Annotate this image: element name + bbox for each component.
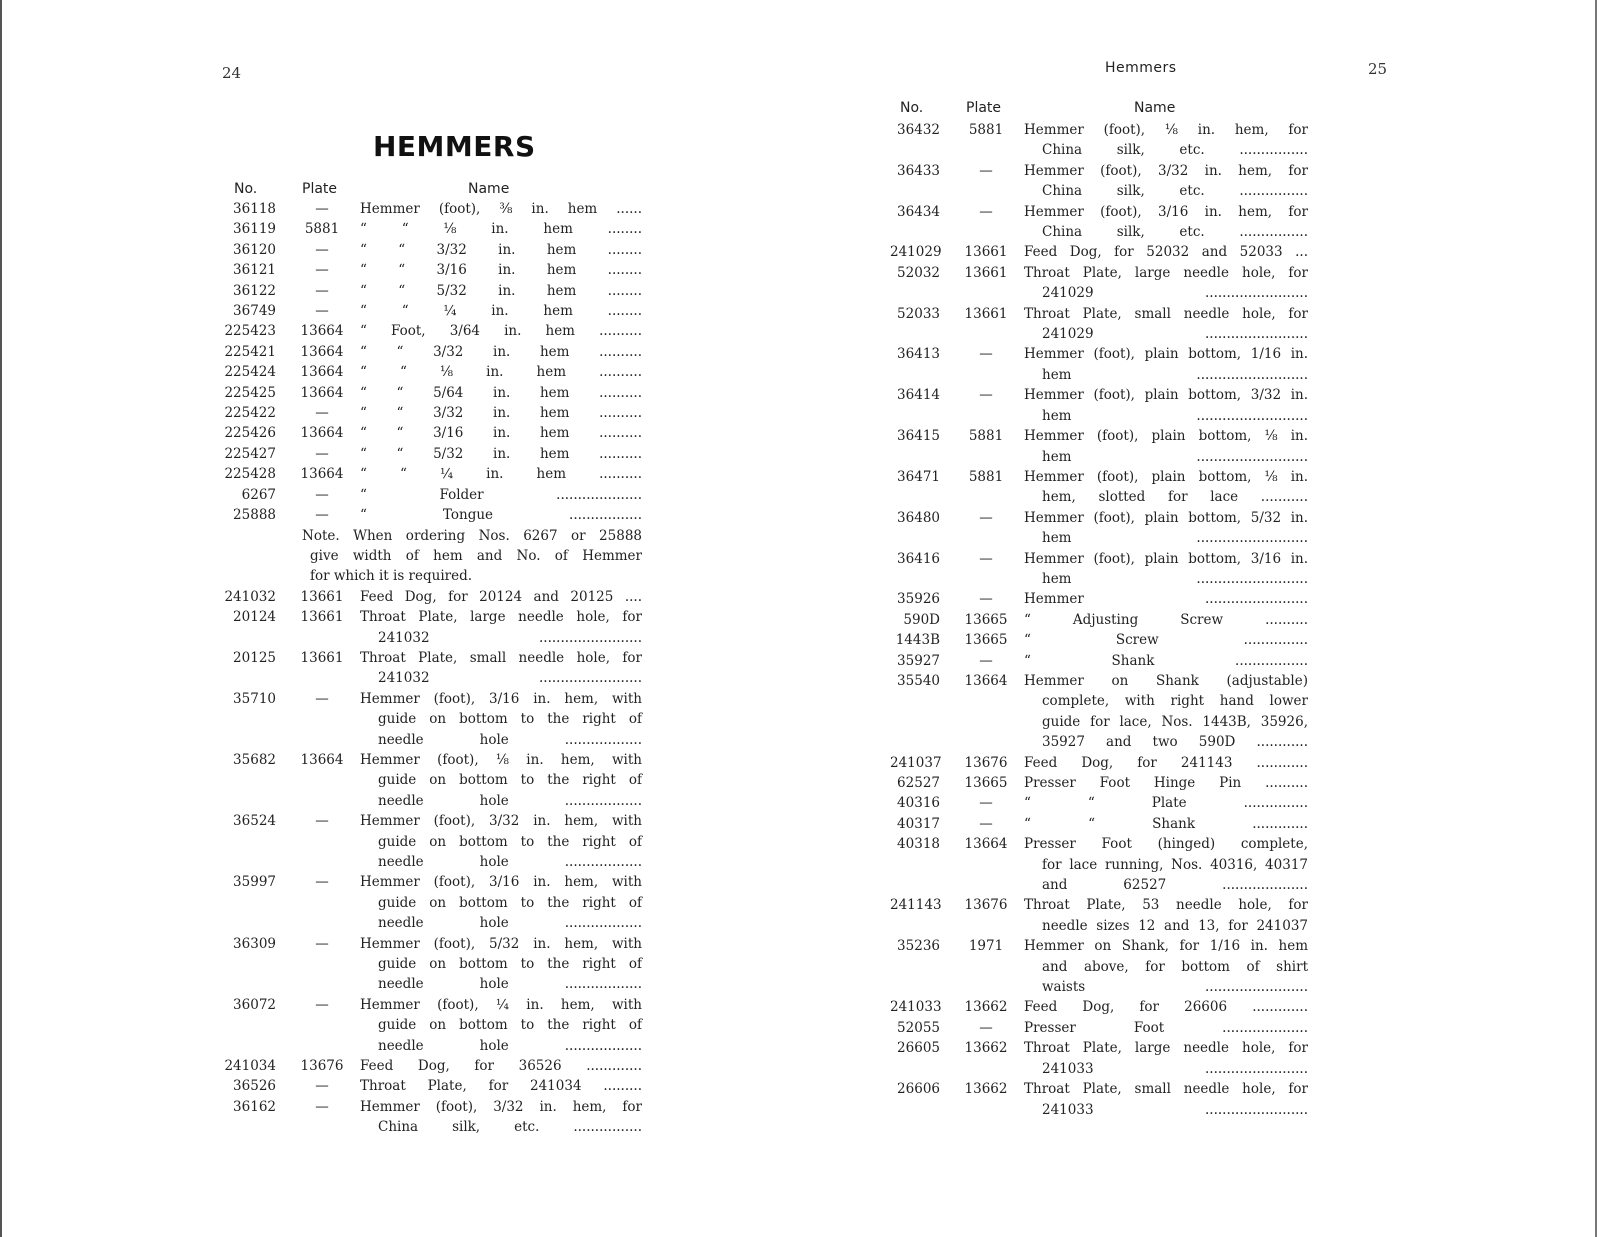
- table-row: [890, 1079, 1390, 1120]
- part-name: Throat Plate, small needle hole, for: [1024, 1081, 1308, 1098]
- plate-number: —: [979, 1019, 993, 1036]
- part-name: “ “ 3/16 in. hem ........: [360, 262, 642, 279]
- part-name: Hemmer (foot), ⅛ in. hem, for: [1024, 122, 1308, 138]
- part-name-continued: and above, for bottom of shirt: [1042, 958, 1308, 975]
- part-name: Hemmer (foot), plain bottom, 5/32 in.: [1024, 509, 1308, 526]
- part-name-continued: for lace running, Nos. 40316, 40317: [1042, 856, 1308, 873]
- part-number: 40318: [897, 836, 940, 853]
- part-number: 35710: [233, 690, 276, 707]
- table-row: [210, 689, 670, 750]
- part-name-continued: hem, slotted for lace ...........: [1042, 489, 1308, 506]
- part-number: 241032: [224, 588, 276, 605]
- plate-number: —: [979, 591, 993, 608]
- part-number: 241143: [890, 897, 942, 914]
- part-name-continued: China silk, etc. ................: [1042, 142, 1308, 159]
- parts-list-left: [210, 199, 670, 1138]
- table-row: [210, 260, 670, 280]
- part-name: “ Adjusting Screw ..........: [1024, 611, 1308, 628]
- plate-number: 13661: [300, 588, 344, 605]
- part-number: 36433: [897, 162, 940, 179]
- table-row: [890, 753, 1390, 773]
- part-number: 36524: [233, 813, 276, 830]
- table-row: [210, 872, 670, 933]
- table-row: [890, 304, 1390, 345]
- plate-number: 13664: [300, 384, 344, 401]
- part-name: Hemmer (foot), 3/16 in. hem, with: [360, 874, 642, 891]
- part-number: 36471: [897, 468, 940, 485]
- part-name-continued: guide on bottom to the right of: [378, 772, 642, 789]
- part-name: “ Shank .................: [1024, 652, 1308, 669]
- table-row: [210, 240, 670, 260]
- part-name-continued: 241033 ........................: [1042, 1101, 1308, 1118]
- table-row: [890, 630, 1390, 650]
- part-name: Throat Plate, 53 needle hole, for: [1024, 897, 1308, 914]
- part-number: 35926: [897, 591, 940, 608]
- part-name-continued: China silk, etc. ................: [1042, 183, 1308, 200]
- plate-number: —: [315, 935, 329, 952]
- part-name: Feed Dog, for 241143 ............: [1024, 754, 1308, 771]
- table-row: [890, 1018, 1390, 1038]
- part-name: Hemmer ........................: [1024, 591, 1308, 608]
- part-name: “ “ ⅛ in. hem ........: [360, 221, 642, 238]
- part-name-continued: hem ..........................: [1042, 407, 1308, 424]
- table-row: [890, 508, 1390, 549]
- plate-number: 13661: [964, 264, 1008, 281]
- plate-number: —: [315, 996, 329, 1013]
- plate-number: —: [315, 1098, 329, 1115]
- table-row: [210, 199, 670, 219]
- table-row: [890, 895, 1390, 936]
- plate-number: 13662: [964, 1081, 1008, 1098]
- header-plate: Plate: [966, 100, 1002, 116]
- part-number: 36434: [897, 203, 940, 220]
- plate-number: —: [315, 813, 329, 830]
- plate-number: 13664: [300, 364, 344, 381]
- part-number: 52032: [897, 264, 940, 281]
- part-name: “ “ 5/32 in. hem ..........: [360, 445, 642, 462]
- table-row: [890, 1038, 1390, 1079]
- plate-number: 1971: [968, 938, 1004, 955]
- table-row: [890, 120, 1390, 161]
- part-name-continued: and 62527 ....................: [1042, 877, 1308, 894]
- table-row: [210, 750, 670, 811]
- part-number: 36413: [897, 346, 940, 363]
- plate-number: 13661: [300, 609, 344, 626]
- part-name: Throat Plate, small needle hole, for: [1024, 305, 1308, 322]
- header-name: Name: [1134, 100, 1176, 116]
- plate-number: —: [979, 550, 993, 567]
- part-number: 241037: [890, 754, 942, 771]
- scan-edge-right: [1595, 0, 1597, 1237]
- part-name: “ Screw ...............: [1024, 632, 1308, 649]
- table-row: [210, 444, 670, 464]
- plate-number: —: [979, 346, 993, 363]
- table-row: [890, 263, 1390, 304]
- plate-number: 13665: [964, 632, 1008, 649]
- part-name: Hemmer on Shank (adjustable): [1024, 672, 1308, 689]
- part-number: 52055: [897, 1019, 940, 1036]
- header-name: Name: [468, 181, 510, 197]
- part-name: Throat Plate, large needle hole, for: [360, 609, 642, 626]
- plate-number: 13676: [964, 897, 1008, 914]
- part-name: Feed Dog, for 26606 .............: [1024, 999, 1308, 1016]
- part-number: 225422: [224, 405, 276, 422]
- ordering-note: [302, 526, 642, 587]
- part-number: 26605: [897, 1040, 940, 1057]
- part-name: “ “ ¼ in. hem ..........: [360, 466, 642, 483]
- part-number: 36416: [897, 550, 940, 567]
- table-row: [210, 383, 670, 403]
- table-row: [890, 202, 1390, 243]
- plate-number: —: [315, 874, 329, 891]
- part-name: Presser Foot Hinge Pin ..........: [1024, 775, 1308, 791]
- part-name: “ “ 3/16 in. hem ..........: [360, 425, 642, 442]
- part-name: Hemmer (foot), 3/32 in. hem, for: [1024, 162, 1308, 179]
- part-name: Hemmer (foot), 3/16 in. hem, with: [360, 690, 642, 707]
- plate-number: —: [315, 507, 329, 524]
- note-line: for which it is required.: [310, 568, 473, 585]
- part-number: 241029: [890, 244, 942, 261]
- parts-group-a: [210, 199, 670, 526]
- part-number: 20125: [233, 649, 276, 666]
- part-name: “ “ Plate ...............: [1024, 795, 1308, 812]
- table-row: [890, 549, 1390, 590]
- part-name-continued: 241029 ........................: [1042, 285, 1308, 302]
- part-name: Feed Dog, for 52032 and 52033 ...: [1024, 244, 1308, 261]
- plate-number: —: [315, 445, 329, 462]
- table-row: [890, 385, 1390, 426]
- table-row: [210, 1056, 670, 1076]
- part-name: “ “ ⅛ in. hem ..........: [360, 364, 642, 381]
- part-name-continued: needle hole ..................: [378, 976, 642, 993]
- part-name-continued: guide on bottom to the right of: [378, 956, 642, 973]
- part-name-continued: guide on bottom to the right of: [378, 894, 642, 911]
- plate-number: —: [315, 262, 329, 279]
- plate-number: —: [979, 815, 993, 832]
- plate-number: 13664: [964, 672, 1008, 689]
- part-name-continued: 241032 ........................: [378, 629, 642, 646]
- part-name: “ “ 5/64 in. hem ..........: [360, 384, 642, 401]
- part-name: “ “ 3/32 in. hem ........: [360, 241, 642, 258]
- part-number: 36162: [233, 1098, 276, 1115]
- table-row: [890, 467, 1390, 508]
- part-name: Hemmer (foot), ⅛ in. hem, with: [360, 751, 642, 768]
- plate-number: —: [979, 795, 993, 812]
- table-row: [210, 321, 670, 341]
- part-number: 225421: [224, 343, 276, 360]
- part-number: 36749: [233, 303, 276, 320]
- part-name-continued: guide on bottom to the right of: [378, 833, 642, 850]
- part-name: Presser Foot (hinged) complete,: [1024, 836, 1308, 853]
- part-number: 35540: [897, 672, 940, 689]
- part-name: “ “ ¼ in. hem ........: [360, 303, 642, 320]
- plate-number: 13662: [964, 1040, 1008, 1057]
- part-number: 36119: [233, 221, 276, 238]
- plate-number: —: [979, 509, 993, 526]
- parts-list-right: [890, 120, 1390, 1120]
- part-name: Hemmer (foot), plain bottom, 1/16 in.: [1024, 346, 1308, 363]
- part-name: Hemmer (foot), ¼ in. hem, with: [360, 996, 642, 1013]
- table-row: [210, 811, 670, 872]
- note-line: Note. When ordering Nos. 6267 or 25888: [302, 527, 642, 544]
- plate-number: 5881: [968, 428, 1004, 445]
- plate-number: 13661: [300, 649, 344, 666]
- table-row: [890, 834, 1390, 895]
- plate-number: 13664: [300, 425, 344, 442]
- part-name: Hemmer (foot), 5/32 in. hem, with: [360, 935, 642, 952]
- plate-number: —: [315, 282, 329, 299]
- table-row: [210, 342, 670, 362]
- plate-number: —: [979, 203, 993, 220]
- table-row: [890, 589, 1390, 609]
- table-row: [890, 936, 1390, 997]
- part-name-continued: needle hole ..................: [378, 1037, 642, 1054]
- table-row: [890, 773, 1390, 793]
- part-number: 6267: [241, 486, 276, 503]
- part-name: Throat Plate, large needle hole, for: [1024, 264, 1308, 281]
- part-name-continued: hem ..........................: [1042, 366, 1308, 383]
- part-name-continued: needle hole ..................: [378, 792, 642, 809]
- part-number: 225424: [224, 364, 276, 381]
- part-number: 26606: [897, 1081, 940, 1098]
- table-row: [210, 1097, 670, 1138]
- table-row: [890, 997, 1390, 1017]
- table-row: [210, 464, 670, 484]
- part-number: 36415: [897, 428, 940, 445]
- part-number: 36120: [233, 241, 276, 258]
- plate-number: —: [315, 201, 329, 217]
- plate-number: 13661: [964, 305, 1008, 322]
- part-name: Throat Plate, large needle hole, for: [1024, 1040, 1308, 1057]
- part-number: 36122: [233, 282, 276, 299]
- plate-number: —: [315, 303, 329, 320]
- table-row: [210, 403, 670, 423]
- part-number: 241033: [890, 999, 942, 1016]
- part-name: Presser Foot ....................: [1024, 1019, 1308, 1036]
- page-number-right: 25: [1368, 60, 1388, 78]
- part-name: Hemmer (foot), plain bottom, ⅛ in.: [1024, 428, 1308, 445]
- plate-number: 13664: [300, 323, 344, 340]
- plate-number: 13664: [964, 836, 1008, 853]
- table-row: [210, 301, 670, 321]
- part-name: Hemmer (foot), plain bottom, 3/16 in.: [1024, 550, 1308, 567]
- table-row: [210, 362, 670, 382]
- header-plate: Plate: [302, 181, 338, 197]
- table-row: [890, 671, 1390, 753]
- plate-number: —: [315, 486, 329, 503]
- plate-number: 13665: [964, 775, 1008, 791]
- running-head: Hemmers: [1105, 60, 1177, 76]
- plate-number: 13664: [300, 343, 344, 360]
- part-number: 62527: [897, 775, 940, 791]
- part-name-continued: 241033 ........................: [1042, 1060, 1308, 1077]
- plate-number: —: [315, 690, 329, 707]
- plate-number: 13676: [300, 1058, 344, 1075]
- plate-number: 13662: [964, 999, 1008, 1016]
- plate-number: —: [979, 652, 993, 669]
- plate-number: 5881: [304, 221, 340, 238]
- plate-number: 5881: [968, 122, 1004, 138]
- part-name: “ Tongue .................: [360, 507, 642, 524]
- part-name-continued: China silk, etc. ................: [1042, 224, 1308, 241]
- plate-number: 5881: [968, 468, 1004, 485]
- plate-number: —: [979, 162, 993, 179]
- table-row: [210, 281, 670, 301]
- part-name: Hemmer (foot), ⅜ in. hem ......: [360, 201, 642, 217]
- table-row: [210, 485, 670, 505]
- plate-number: 13661: [964, 244, 1008, 261]
- part-name: Throat Plate, small needle hole, for: [360, 649, 642, 666]
- part-number: 20124: [233, 609, 276, 626]
- part-number: 36072: [233, 996, 276, 1013]
- table-row: [210, 505, 670, 525]
- part-name: Throat Plate, for 241034 .........: [360, 1078, 642, 1095]
- part-number: 35236: [897, 938, 940, 955]
- part-number: 52033: [897, 305, 940, 322]
- table-row: [210, 423, 670, 443]
- part-name: Hemmer (foot), 3/16 in. hem, for: [1024, 203, 1308, 220]
- table-row: [210, 934, 670, 995]
- part-number: 225423: [224, 323, 276, 340]
- part-number: 36118: [233, 201, 276, 217]
- part-number: 35997: [233, 874, 276, 891]
- table-row: [210, 587, 670, 607]
- scan-edge-left: [0, 0, 2, 1237]
- part-name-continued: needle hole ..................: [378, 854, 642, 870]
- part-name-continued: 241032 ........................: [378, 670, 642, 687]
- table-row: [210, 219, 670, 239]
- part-number: 225425: [224, 384, 276, 401]
- part-number: 35927: [897, 652, 940, 669]
- part-number: 36526: [233, 1078, 276, 1095]
- part-name-continued: China silk, etc. ................: [378, 1119, 642, 1136]
- part-number: 225426: [224, 425, 276, 442]
- header-no: No.: [900, 100, 924, 116]
- plate-number: —: [315, 405, 329, 422]
- part-number: 36309: [233, 935, 276, 952]
- table-row: [890, 242, 1390, 262]
- part-number: 590D: [903, 611, 940, 628]
- part-name: “ “ Shank .............: [1024, 815, 1308, 832]
- part-name: Hemmer on Shank, for 1/16 in. hem: [1024, 938, 1308, 955]
- part-name: “ “ 5/32 in. hem ........: [360, 282, 642, 299]
- header-no: No.: [234, 181, 258, 197]
- part-name-continued: needle hole ..................: [378, 731, 642, 748]
- part-number: 35682: [233, 751, 276, 768]
- part-name-continued: hem ..........................: [1042, 570, 1308, 587]
- table-row: [890, 344, 1390, 385]
- part-name-continued: complete, with right hand lower: [1042, 693, 1308, 710]
- part-name: “ “ 3/32 in. hem ..........: [360, 343, 642, 360]
- table-row: [210, 607, 670, 648]
- part-name: Hemmer (foot), plain bottom, 3/32 in.: [1024, 387, 1308, 404]
- plate-number: 13676: [964, 754, 1008, 771]
- part-name-continued: needle sizes 12 and 13, for 241037: [1042, 917, 1308, 934]
- table-row: [890, 610, 1390, 630]
- part-name: “ Folder ....................: [360, 486, 642, 503]
- part-number: 36432: [897, 122, 940, 138]
- part-name-continued: 35927 and two 590D ............: [1042, 734, 1308, 751]
- part-name-continued: guide on bottom to the right of: [378, 1017, 642, 1034]
- part-name-continued: waists ........................: [1042, 979, 1308, 996]
- part-number: 40316: [897, 795, 940, 812]
- part-name: Feed Dog, for 36526 .............: [360, 1058, 642, 1075]
- table-row: [890, 426, 1390, 467]
- part-number: 225428: [224, 466, 276, 483]
- table-row: [890, 651, 1390, 671]
- part-name: “ “ 3/32 in. hem ..........: [360, 405, 642, 422]
- table-row: [890, 161, 1390, 202]
- part-number: 225427: [224, 445, 276, 462]
- part-number: 36480: [897, 509, 940, 526]
- part-number: 40317: [897, 815, 940, 832]
- parts-group-b: [210, 587, 670, 1138]
- part-number: 36414: [897, 387, 940, 404]
- table-row: [210, 1076, 670, 1096]
- part-number: 25888: [233, 507, 276, 524]
- table-row: [210, 648, 670, 689]
- page-title: HEMMERS: [373, 130, 536, 163]
- plate-number: —: [315, 1078, 329, 1095]
- part-name: Feed Dog, for 20124 and 20125 ....: [360, 588, 642, 605]
- part-name-continued: guide on bottom to the right of: [378, 711, 642, 728]
- part-number: 36121: [233, 262, 276, 279]
- part-name-continued: hem ..........................: [1042, 530, 1308, 547]
- part-name-continued: guide for lace, Nos. 1443B, 35926,: [1042, 713, 1308, 730]
- note-line: give width of hem and No. of Hemmer: [310, 547, 642, 564]
- part-name-continued: 241029 ........................: [1042, 326, 1308, 343]
- part-name: Hemmer (foot), plain bottom, ⅛ in.: [1024, 468, 1308, 485]
- table-row: [890, 814, 1390, 834]
- table-row: [210, 995, 670, 1056]
- table-row: [890, 793, 1390, 813]
- page-number-left: 24: [222, 64, 242, 82]
- plate-number: —: [979, 387, 993, 404]
- part-name: “ Foot, 3/64 in. hem ..........: [360, 323, 642, 340]
- part-name: Hemmer (foot), 3/32 in. hem, with: [360, 813, 642, 830]
- plate-number: 13664: [300, 751, 344, 768]
- plate-number: —: [315, 241, 329, 258]
- part-number: 1443B: [895, 632, 940, 649]
- part-name: Hemmer (foot), 3/32 in. hem, for: [360, 1098, 642, 1115]
- part-name-continued: hem ..........................: [1042, 448, 1308, 465]
- part-name-continued: needle hole ..................: [378, 915, 642, 932]
- part-number: 241034: [224, 1058, 276, 1075]
- plate-number: 13664: [300, 466, 344, 483]
- plate-number: 13665: [964, 611, 1008, 628]
